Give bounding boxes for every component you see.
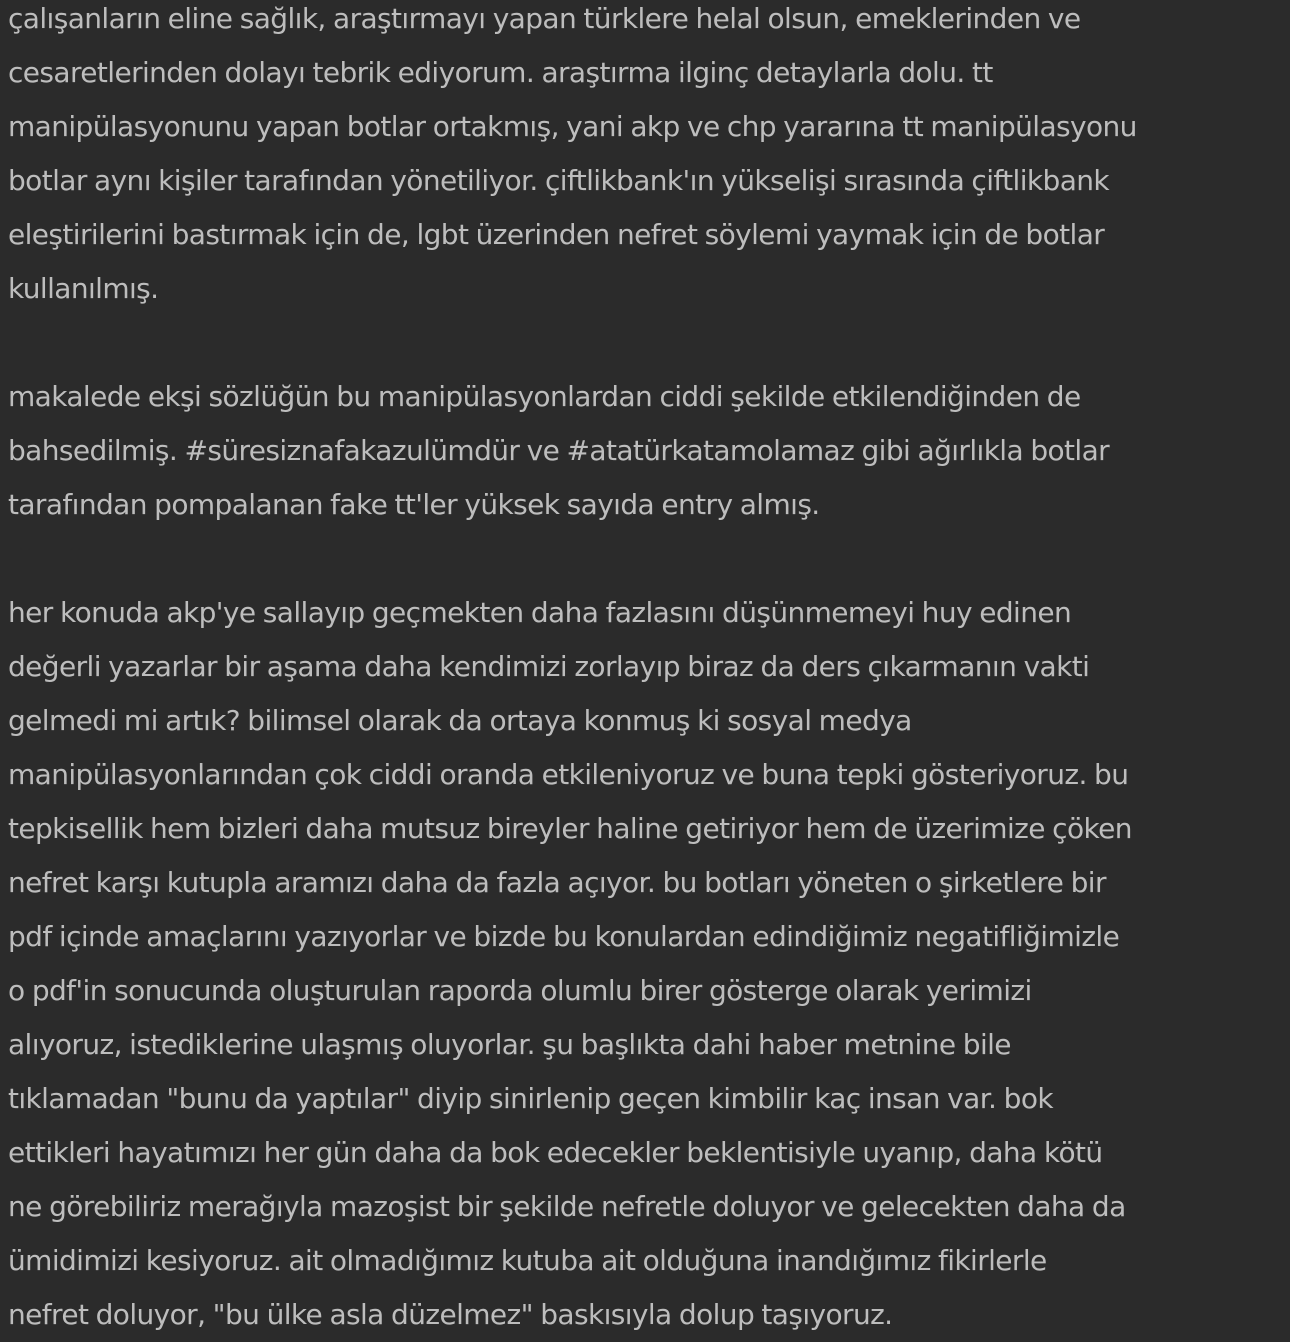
entry-content	[8, 0, 1282, 1342]
entry-text-line: nefret karşı kutupla aramızı daha da fazla açıyor. bu botları yöneten o şirketlere bir	[8, 866, 1106, 899]
entry-text-line: cesaretlerinden dolayı tebrik ediyorum. araştırma ilginç detaylarla dolu. tt	[8, 56, 993, 89]
entry-text-line: ümidimizi kesiyoruz. ait olmadığımız kutuba ait olduğuna inandığımız fikirlerle	[8, 1244, 1047, 1277]
paragraph-spacer	[8, 532, 1282, 586]
entry-text-line: değerli yazarlar bir aşama daha kendimizi zorlayıp biraz da ders çıkarmanın vakti	[8, 650, 1090, 683]
entry-text-line: çalışanların eline sağlık, araştırmayı yapan türklere helal olsun, emeklerinden ve	[8, 2, 1081, 35]
entry-paragraph-3	[8, 586, 1282, 1342]
entry-text-line: o pdf'in sonucunda oluşturulan raporda olumlu birer gösterge olarak yerimizi	[8, 974, 1032, 1007]
entry-text-line: kullanılmış.	[8, 272, 159, 305]
entry-text-line: makalede ekşi sözlüğün bu manipülasyonlardan ciddi şekilde etkilendiğinden de	[8, 380, 1081, 413]
entry-text-line: tepkisellik hem bizleri daha mutsuz bireyler haline getiriyor hem de üzerimize çöken	[8, 812, 1132, 845]
entry-text-line: tıklamadan "bunu da yaptılar" diyip sinirlenip geçen kimbilir kaç insan var. bok	[8, 1082, 1053, 1115]
entry-text-line: gelmedi mi artık? bilimsel olarak da ortaya konmuş ki sosyal medya	[8, 704, 912, 737]
entry-text-line: ne görebiliriz merağıyla mazoşist bir şekilde nefretle doluyor ve gelecekten daha da	[8, 1190, 1126, 1223]
entry-text-line: manipülasyonunu yapan botlar ortakmış, yani akp ve chp yararına tt manipülasyonu	[8, 110, 1137, 143]
entry-text-line: alıyoruz, istediklerine ulaşmış oluyorlar. şu başlıkta dahi haber metnine bile	[8, 1028, 1011, 1061]
entry-text-line: nefret doluyor, "bu ülke asla düzelmez" baskısıyla dolup taşıyoruz.	[8, 1298, 893, 1331]
entry-text-line: tarafından pompalanan fake tt'ler yüksek sayıda entry almış.	[8, 488, 820, 521]
entry-text-line: manipülasyonlarından çok ciddi oranda etkileniyoruz ve buna tepki gösteriyoruz. bu	[8, 758, 1129, 791]
entry-text-line: bahsedilmiş. #süresiznafakazulümdür ve #atatürkatamolamaz gibi ağırlıkla botlar	[8, 434, 1110, 467]
entry-text-line: botlar aynı kişiler tarafından yönetiliyor. çiftlikbank'ın yükselişi sırasında çiftlikbank	[8, 164, 1110, 197]
paragraph-spacer	[8, 316, 1282, 370]
entry-paragraph-2	[8, 370, 1282, 532]
entry-text-line: pdf içinde amaçlarını yazıyorlar ve bizde bu konulardan edindiğimiz negatifliğimizle	[8, 920, 1120, 953]
entry-text-line: her konuda akp'ye sallayıp geçmekten daha fazlasını düşünmemeyi huy edinen	[8, 596, 1072, 629]
entry-paragraph-1	[8, 0, 1282, 316]
entry-text-line: ettikleri hayatımızı her gün daha da bok edecekler beklentisiyle uyanıp, daha kötü	[8, 1136, 1103, 1169]
entry-text-line: eleştirilerini bastırmak için de, lgbt üzerinden nefret söylemi yaymak için de botlar	[8, 218, 1105, 251]
